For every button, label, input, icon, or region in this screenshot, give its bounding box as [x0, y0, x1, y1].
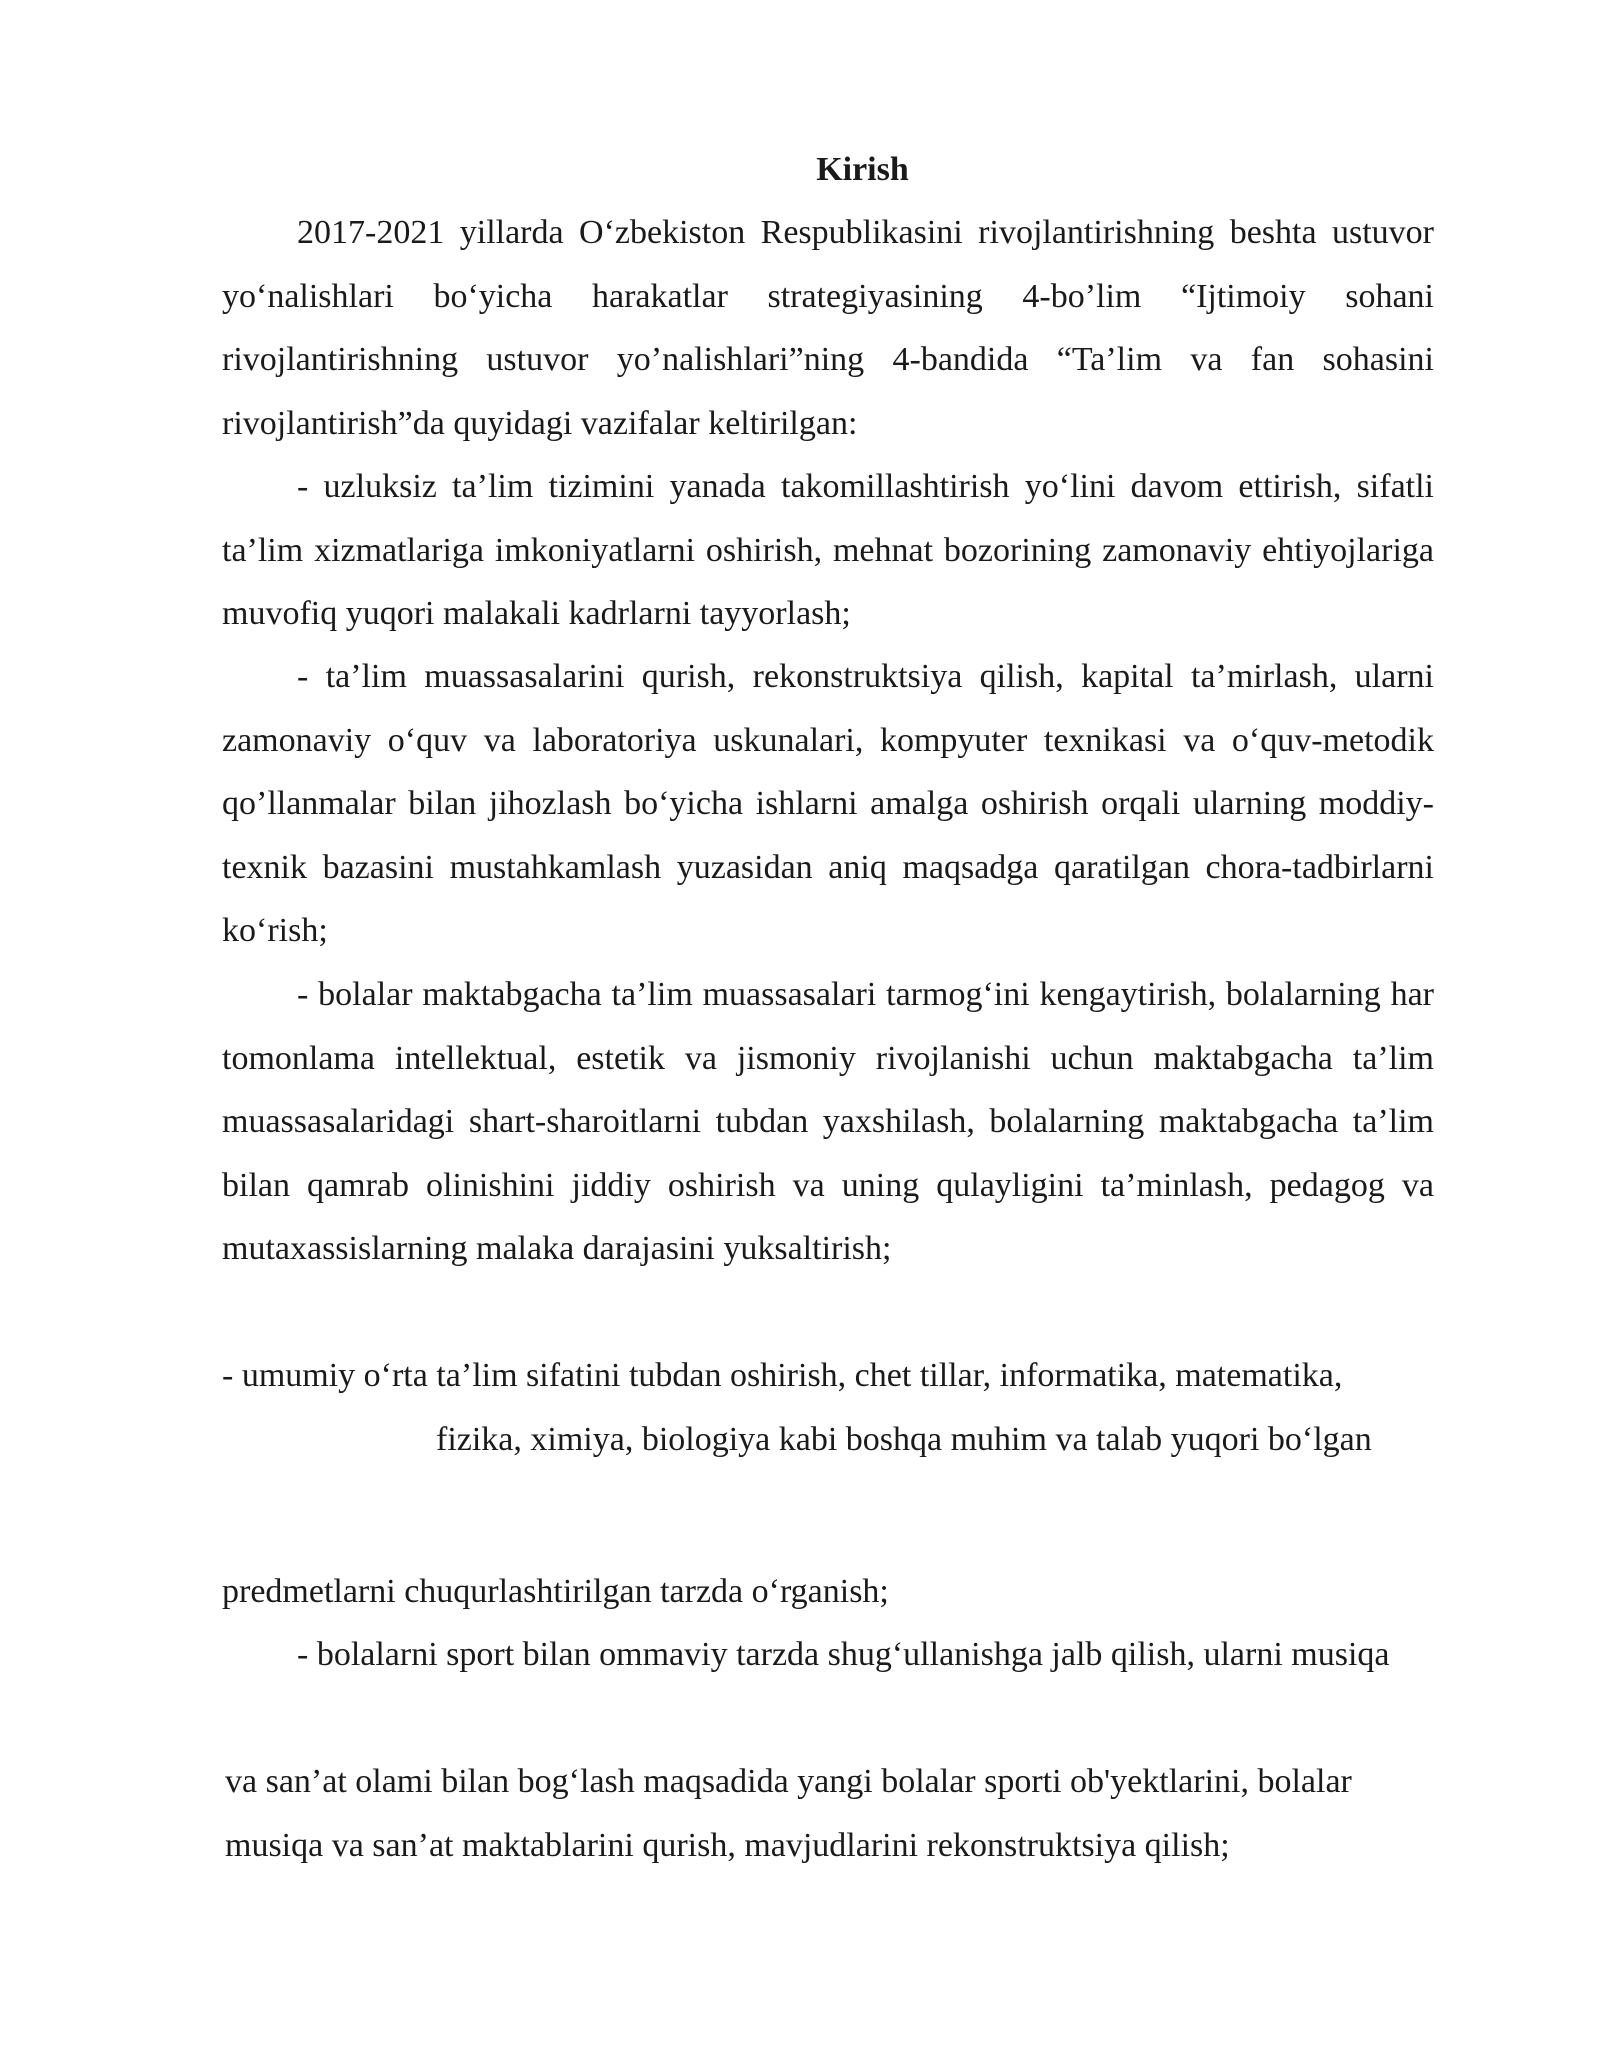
list-item-line: va san’at olami bilan bog‘lash maqsadida yangi bolalar sporti ob'yektlarini, bolalar: [225, 1763, 1352, 1800]
list-item: - bolalarni sport bilan ommaviy tarzda shug‘ullanishga jalb qilish, ularni musiqa: [297, 1636, 1390, 1673]
list-item-continuation: predmetlarni chuqurlashtirilgan tarzda o‘rganish;: [222, 1573, 889, 1610]
list-item: [222, 1344, 1434, 1471]
list-item-line: - umumiy o‘rta ta’lim sifatini tubdan oshirish, chet tillar, informatika, matematika,: [222, 1357, 1343, 1394]
intro-paragraph: 2017-2021 yillarda O‘zbekiston Respublikasini rivojlantirishning beshta ustuvor yo‘nalishlari bo‘yicha harakatlar strategiyasining 4-bo’lim “Ijtimoiy sohani rivojlantirishning ustuvor yo’nalishlari”ning 4-bandida “Ta’lim va fan sohasini rivojlantirish”da quyidagi vazifalar keltirilgan:: [222, 214, 1434, 442]
page-title: Kirish: [816, 151, 909, 188]
list-item-continuation: [225, 1750, 1437, 1877]
list-item-line: musiqa va san’at maktablarini qurish, mavjudlarini rekonstruktsiya qilish;: [225, 1826, 1230, 1864]
list-item: - ta’lim muassasalarini qurish, rekonstruktsiya qilish, kapital ta’mirlash, ularni zamonaviy o‘quv va laboratoriya uskunalari, kompyuter texnikasi va o‘quv-metodik qo’llanmalar bilan jihozlash bo‘yicha ishlarni amalga oshirish orqali ularning moddiy-texnik bazasini mustahkamlash yuzasidan aniq maqsadga qaratilgan chora-tadbirlarni ko‘rish;: [222, 658, 1434, 949]
list-item: - bolalar maktabgacha ta’lim muassasalari tarmog‘ini kengaytirish, bolalarning har tomonlama intellektual, estetik va jismoniy rivojlanishi uchun maktabgacha ta’lim muassasalaridagi shart-sharoitlarni tubdan yaxshilash, bolalarning maktabgacha ta’lim bilan qamrab olinishini jiddiy oshirish va uning qulayligini ta’minlash, pedagog va mutaxassislarning malaka darajasini yuksaltirish;: [222, 976, 1434, 1267]
list-item: - uzluksiz ta’lim tizimini yanada takomillashtirish yo‘lini davom ettirish, sifatli ta’lim xizmatlariga imkoniyatlarni oshirish, mehnat bozorining zamonaviy ehtiyojlariga muvofiq yuqori malakali kadrlarni tayyorlash;: [222, 468, 1434, 632]
list-item-line: fizika, ximiya, biologiya kabi boshqa muhim va talab yuqori bo‘lgan: [436, 1420, 1372, 1458]
